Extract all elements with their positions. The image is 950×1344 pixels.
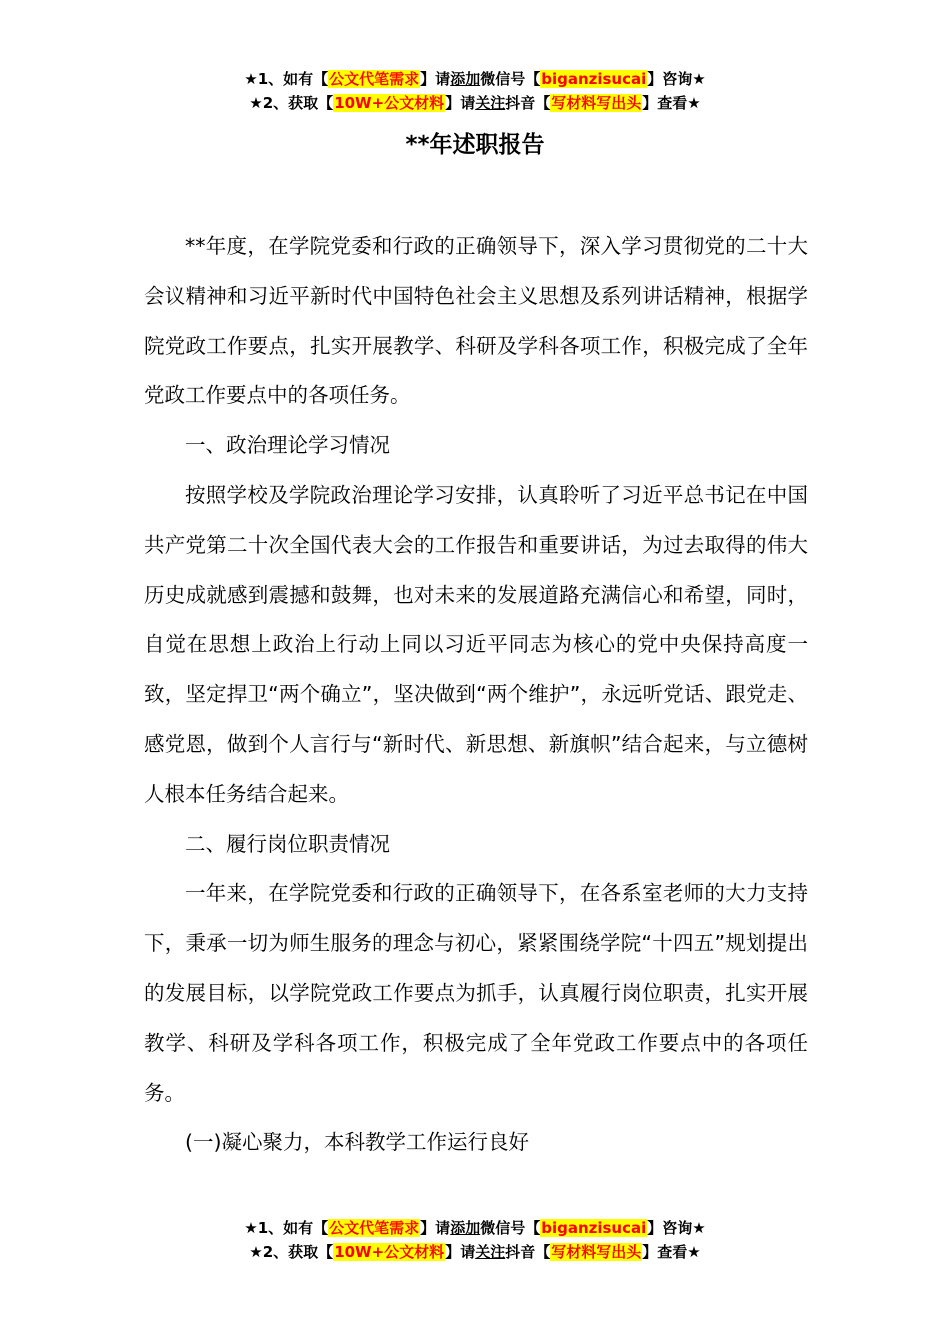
body-paragraph-intro: **年度，在学院党委和行政的正确领导下，深入学习贯彻党的二十大会议精神和习近平新时代中国特色社会主义思想及系列讲话精神，根据学院党政工作要点，扎实开展教学、科研及学科各项工作，积极完成了全年党政工作要点中的各项任务。 (144, 234, 808, 408)
promo-banner-bottom (0, 1217, 950, 1265)
promo-banner-top (0, 68, 950, 116)
promo-highlight-douyin-account: 写材料写出头 (551, 1243, 642, 1261)
promo-highlight-wechat-id: biganzisucai (541, 70, 647, 88)
promo-highlight-materials: 10W+公文材料 (334, 1243, 445, 1261)
body-paragraph-duties: 一年来，在学院党委和行政的正确领导下，在各系室老师的大力支持下，秉承一切为师生服务的理念与初心，紧紧围绕学院“十四五”规划提出的发展目标，以学院党政工作要点为抓手，认真履行岗位职责，扎实开展教学、科研及学科各项工作，积极完成了全年党政工作要点中的各项任务。 (144, 881, 808, 1105)
document-body (144, 222, 808, 1168)
promo-highlight-wechat-id: biganzisucai (541, 1219, 647, 1237)
section-heading-duties: 二、履行岗位职责情况 (185, 831, 390, 856)
promo-highlight-service: 公文代笔需求 (329, 1219, 420, 1237)
body-paragraph-political-study: 按照学校及学院政治理论学习安排，认真聆听了习近平总书记在中国共产党第二十次全国代表大会的工作报告和重要讲话，为过去取得的伟大历史成就感到震撼和鼓舞，也对未来的发展道路充满信心和希望，同时，自觉在思想上政治上行动上同以习近平同志为核心的党中央保持高度一致，坚定捍卫“两个确立”，坚决做到“两个维护”，永远听党话、跟党走、感党恩，做到个人言行与“新时代、新思想、新旗帜”结合起来，与立德树人根本任务结合起来。 (144, 482, 808, 806)
promo-line-1: ★1、如有【公文代笔需求】请添加微信号【biganzisucai】咨询★ (244, 1219, 706, 1237)
promo-line-2: ★2、获取【10W+公文材料】请关注抖音【写材料写出头】查看★ (249, 94, 701, 112)
promo-highlight-service: 公文代笔需求 (329, 70, 420, 88)
document-title: **年述职报告 (405, 132, 545, 158)
promo-line-2: ★2、获取【10W+公文材料】请关注抖音【写材料写出头】查看★ (249, 1243, 701, 1261)
promo-highlight-materials: 10W+公文材料 (334, 94, 445, 112)
promo-highlight-douyin-account: 写材料写出头 (551, 94, 642, 112)
section-heading-political-study: 一、政治理论学习情况 (185, 433, 390, 458)
promo-line-1: ★1、如有【公文代笔需求】请添加微信号【biganzisucai】咨询★ (244, 70, 706, 88)
subsection-heading-teaching: (一)凝心聚力，本科教学工作运行良好 (185, 1130, 529, 1155)
